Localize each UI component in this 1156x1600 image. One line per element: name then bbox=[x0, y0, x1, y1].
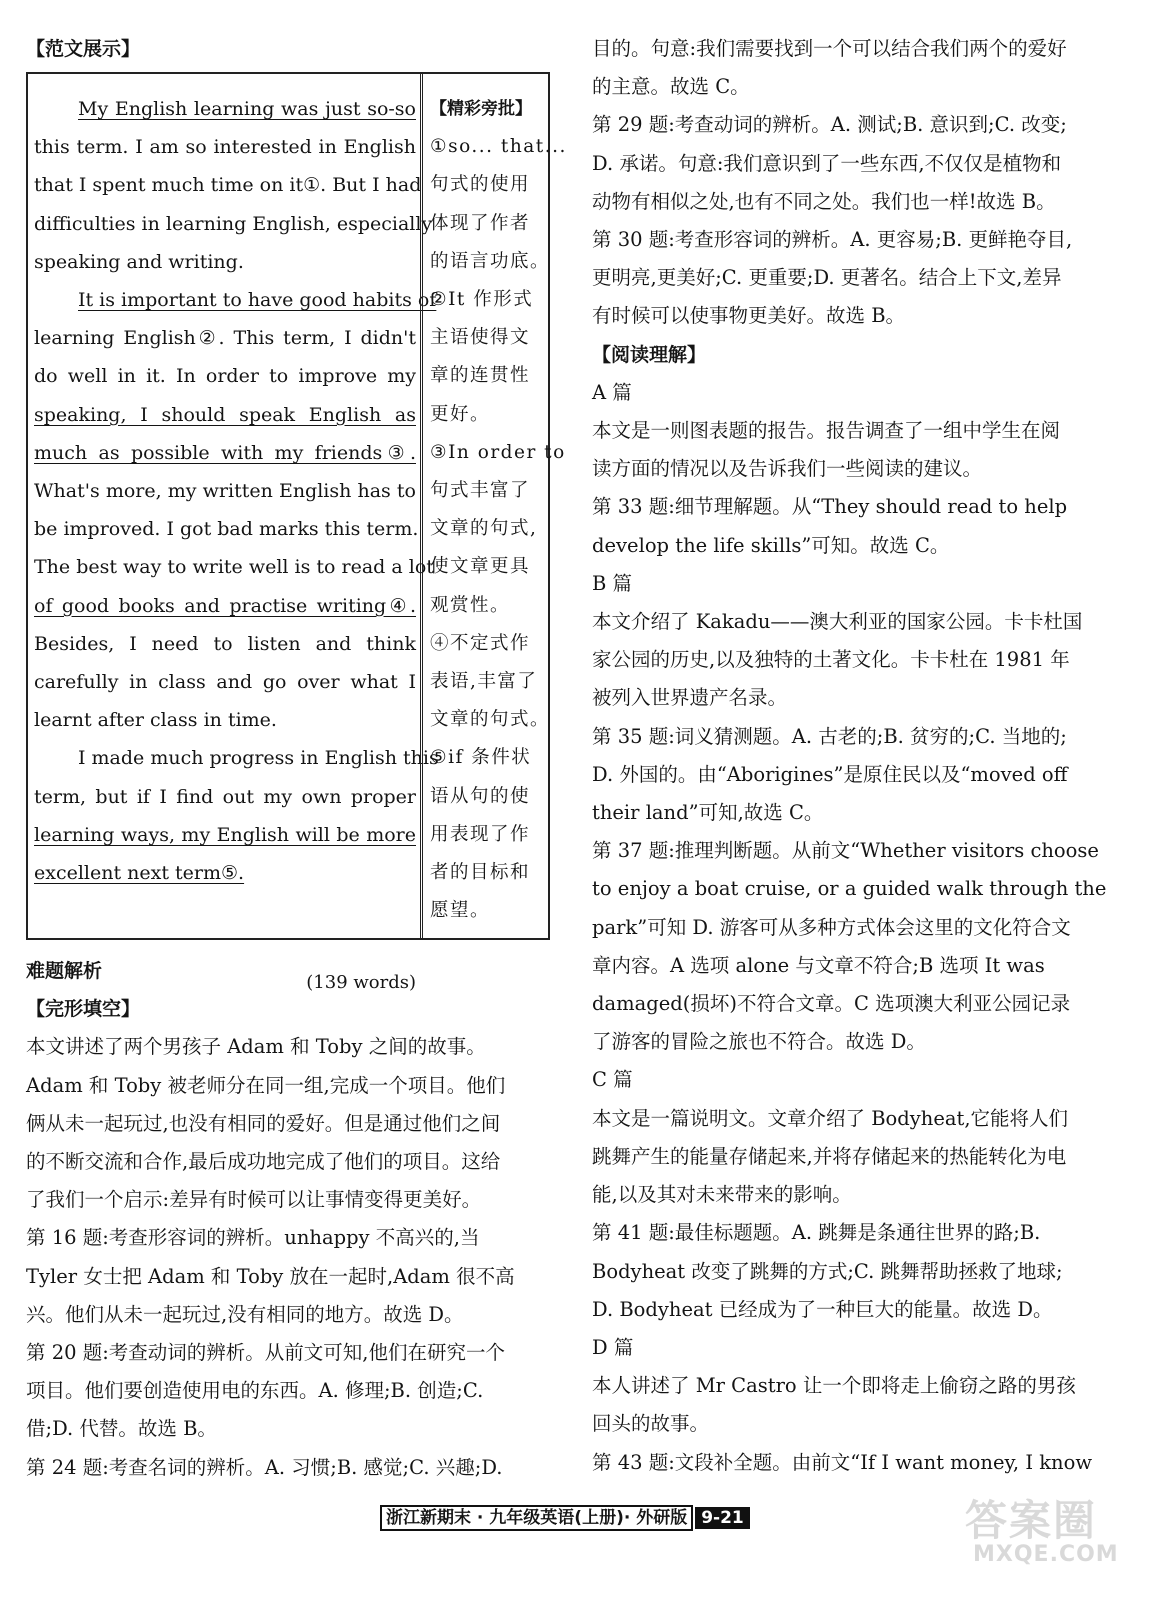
right-line: 第 37 题:推理判断题。从前文“Whether visitors choose bbox=[592, 839, 1099, 863]
essay-line: be improved. I got bad marks this term. bbox=[34, 518, 419, 541]
essay-line: speaking and writing. bbox=[34, 250, 244, 273]
right-line: develop the life skills”可知。故选 C。 bbox=[592, 533, 950, 557]
essay-line: do well in it. In order to improve my bbox=[34, 365, 416, 388]
watermark-logo bbox=[965, 1488, 1119, 1567]
note-line: ②It 作形式 bbox=[430, 289, 534, 311]
essay-line: this term. I am so interested in English bbox=[34, 136, 416, 159]
right-line: 更明亮,更美好;C. 更重要;D. 更著名。结合上下文,差异 bbox=[592, 266, 1062, 290]
right-line: 读方面的情况以及告诉我们一些阅读的建议。 bbox=[592, 457, 983, 481]
cloze-line: Adam 和 Toby 被老师分在同一组,完成一个项目。他们 bbox=[26, 1073, 506, 1097]
right-line: 第 41 题:最佳标题题。A. 跳舞是条通往世界的路;B. bbox=[592, 1221, 1041, 1245]
cloze-line: 的不断交流和合作,最后成功地完成了他们的项目。这给 bbox=[26, 1150, 501, 1174]
essay-line: learning English②. This term, I didn't bbox=[34, 327, 416, 350]
right-line: C 篇 bbox=[592, 1068, 633, 1092]
right-line: damaged(损坏)不符合文章。C 选项澳大利亚公园记录 bbox=[592, 992, 1071, 1016]
essay-section-heading: 【范文展示】 bbox=[26, 38, 141, 60]
right-line: to enjoy a boat cruise, or a guided walk through the bbox=[592, 877, 1107, 901]
right-line: D 篇 bbox=[592, 1335, 634, 1359]
right-line: 第 29 题:考查动词的辨析。A. 测试;B. 意识到;C. 改变; bbox=[592, 113, 1067, 137]
essay-line: Besides, I need to listen and think bbox=[34, 632, 416, 655]
right-line: 跳舞产生的能量存储起来,并将存储起来的热能转化为电 bbox=[592, 1144, 1067, 1168]
right-line: 第 35 题:词义猜测题。A. 古老的;B. 贫穷的;C. 当地的; bbox=[592, 724, 1067, 748]
right-line: 章内容。A 选项 alone 与文章不符合;B 选项 It was bbox=[592, 953, 1045, 977]
right-line: 家公园的历史,以及独特的土著文化。卡卡杜在 1981 年 bbox=[592, 648, 1070, 672]
note-line: 的语言功底。 bbox=[430, 250, 551, 272]
right-line: 本人讲述了 Mr Castro 让一个即将走上偷窃之路的男孩 bbox=[592, 1374, 1076, 1398]
cloze-line: 第 20 题:考查动词的辨析。从前文可知,他们在研究一个 bbox=[26, 1341, 505, 1365]
column-divider bbox=[420, 74, 423, 938]
word-count: (139 words) bbox=[306, 972, 416, 993]
right-line: D. 承诺。句意:我们意识到了一些东西,不仅仅是植物和 bbox=[592, 151, 1062, 175]
cloze-line: 借;D. 代替。故选 B。 bbox=[26, 1417, 217, 1441]
analysis-heading: 难题解析 bbox=[26, 960, 103, 982]
right-line: 的主意。故选 C。 bbox=[592, 75, 750, 99]
right-line: Bodyheat 改变了跳舞的方式;C. 跳舞帮助拯救了地球; bbox=[592, 1259, 1063, 1283]
notes-title: 【精彩旁批】 bbox=[430, 99, 532, 119]
essay-line: It is important to have good habits of bbox=[78, 289, 437, 312]
watermark-text: 答案圈 bbox=[965, 1496, 1098, 1545]
cloze-analysis bbox=[26, 952, 560, 1487]
model-essay bbox=[34, 90, 439, 892]
note-line: 句式丰富了 bbox=[430, 480, 531, 502]
right-line: 有时候可以使事物更美好。故选 B。 bbox=[592, 304, 906, 328]
footer-title: 浙江新期末 · 九年级英语(上册)· 外研版 bbox=[380, 1505, 693, 1531]
essay-line: What's more, my written English has to bbox=[34, 480, 416, 503]
note-line: 主语使得文 bbox=[430, 327, 531, 349]
cloze-line: 俩从未一起玩过,也没有相同的爱好。但是通过他们之间 bbox=[26, 1111, 501, 1135]
essay-line: that I spent much time on it①. But I had bbox=[34, 174, 422, 197]
note-line: 语从句的使 bbox=[430, 785, 531, 807]
cloze-line: 项目。他们要创造使用电的东西。A. 修理;B. 创造;C. bbox=[26, 1379, 484, 1403]
page-footer bbox=[380, 1505, 780, 1531]
essay-line: learning ways, my English will be more bbox=[34, 823, 416, 846]
right-line: 目的。句意:我们需要找到一个可以结合我们两个的爱好 bbox=[592, 37, 1067, 60]
essay-line: My English learning was just so-so bbox=[78, 98, 416, 120]
margin-notes bbox=[430, 90, 567, 930]
essay-line: much as possible with my friends③. bbox=[34, 441, 416, 464]
note-line: 表语,丰富了 bbox=[430, 671, 538, 693]
essay-line: carefully in class and go over what I bbox=[34, 671, 416, 694]
cloze-line: 第 24 题:考查名词的辨析。A. 习惯;B. 感觉;C. 兴趣;D. bbox=[26, 1455, 503, 1479]
right-line: A 篇 bbox=[592, 380, 632, 404]
right-line: 本文介绍了 Kakadu——澳大利亚的国家公园。卡卡杜国 bbox=[592, 610, 1083, 634]
note-line: 文章的句式。 bbox=[430, 709, 551, 731]
essay-line: speaking, I should speak English as bbox=[34, 403, 416, 426]
cloze-line: 本文讲述了两个男孩子 Adam 和 Toby 之间的故事。 bbox=[26, 1035, 486, 1059]
right-line: 本文是一篇说明文。文章介绍了 Bodyheat,它能将人们 bbox=[592, 1106, 1069, 1130]
right-line: 第 43 题:文段补全题。由前文“If I want money, I know bbox=[592, 1450, 1093, 1474]
cloze-heading: 【完形填空】 bbox=[26, 998, 141, 1021]
right-line: 回头的故事。 bbox=[592, 1412, 710, 1436]
note-line: ③In order to bbox=[430, 441, 566, 463]
watermark-url: MXQE.COM bbox=[973, 1542, 1119, 1567]
note-line: ④不定式作 bbox=[430, 632, 531, 654]
page-number: 9-21 bbox=[695, 1507, 750, 1529]
right-line: 动物有相似之处,也有不同之处。我们也一样!故选 B。 bbox=[592, 189, 1056, 213]
note-line: ①so... that... bbox=[430, 136, 567, 158]
note-line: 者的目标和 bbox=[430, 862, 531, 884]
note-line: 句式的使用 bbox=[430, 174, 531, 196]
right-line: 了游客的冒险之旅也不符合。故选 D。 bbox=[592, 1030, 926, 1054]
right-line: park”可知 D. 游客可从多种方式体会这里的文化符合文 bbox=[592, 915, 1071, 939]
right-column bbox=[592, 30, 1122, 1482]
essay-line: The best way to write well is to read a lot bbox=[34, 556, 434, 579]
right-line: 被列入世界遗产名录。 bbox=[592, 686, 788, 710]
essay-line: of good books and practise writing④. bbox=[34, 594, 416, 617]
note-line: 体现了作者 bbox=[430, 212, 531, 234]
essay-line: learnt after class in time. bbox=[34, 709, 277, 732]
note-line: 更好。 bbox=[430, 403, 491, 425]
right-line: their land”可知,故选 C。 bbox=[592, 801, 824, 825]
right-line: 第 30 题:考查形容词的辨析。A. 更容易;B. 更鲜艳夺目, bbox=[592, 228, 1073, 252]
essay-line: I made much progress in English this bbox=[78, 747, 439, 770]
note-line: 使文章更具 bbox=[430, 556, 531, 578]
right-line: 能,以及其对未来带来的影响。 bbox=[592, 1183, 852, 1207]
note-line: 愿望。 bbox=[430, 900, 491, 922]
cloze-line: Tyler 女士把 Adam 和 Toby 放在一起时,Adam 很不高 bbox=[26, 1264, 515, 1288]
note-line: ⑤if 条件状 bbox=[430, 747, 532, 769]
cloze-line: 第 16 题:考查形容词的辨析。unhappy 不高兴的,当 bbox=[26, 1226, 480, 1250]
right-line: 本文是一则图表题的报告。报告调查了一组中学生在阅 bbox=[592, 419, 1061, 443]
right-line: B 篇 bbox=[592, 571, 633, 595]
note-line: 观赏性。 bbox=[430, 594, 511, 616]
essay-line: term, but if I find out my own proper bbox=[34, 785, 416, 808]
reading-heading: 【阅读理解】 bbox=[592, 343, 707, 366]
right-line: D. Bodyheat 已经成为了一种巨大的能量。故选 D。 bbox=[592, 1297, 1053, 1321]
note-line: 用表现了作 bbox=[430, 823, 531, 845]
right-line: D. 外国的。由“Aborigines”是原住民以及“moved off bbox=[592, 762, 1068, 786]
right-line: 第 33 题:细节理解题。从“They should read to help bbox=[592, 495, 1068, 519]
cloze-line: 了我们一个启示:差异有时候可以让事情变得更美好。 bbox=[26, 1188, 482, 1212]
cloze-line: 兴。他们从未一起玩过,没有相同的地方。故选 D。 bbox=[26, 1302, 464, 1326]
essay-line: difficulties in learning English, especially bbox=[34, 212, 433, 235]
essay-line: excellent next term⑤. bbox=[34, 862, 245, 885]
note-line: 章的连贯性 bbox=[430, 365, 531, 387]
note-line: 文章的句式, bbox=[430, 518, 538, 540]
